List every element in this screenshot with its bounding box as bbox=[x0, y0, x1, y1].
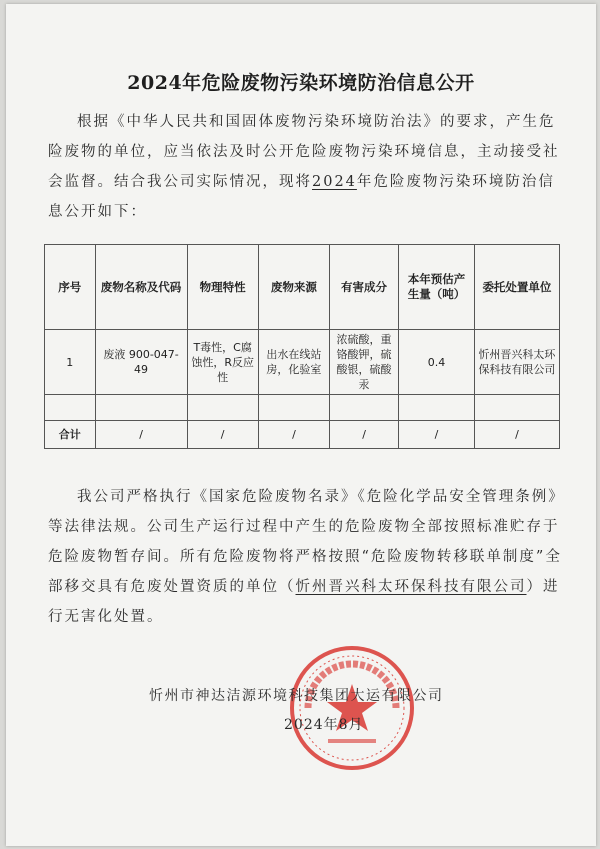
closing-paragraph bbox=[48, 482, 563, 632]
intro-end: 年危险废物污染环境防治信息公开如下： bbox=[48, 174, 555, 220]
table-cell: 0.4 bbox=[399, 330, 475, 395]
intro-text: 根据《中华人民共和国固体废物污染环境防治法》的要求，产生危险废物的单位，应当依法及时公开危险废物污染环境信息，主动接受社会监督。结合我公司实际情况，现将 bbox=[48, 114, 560, 190]
header-cell: 废物名称及代码 bbox=[95, 245, 187, 330]
table-row bbox=[45, 330, 560, 395]
closing-tail: ）进行无害化处置。 bbox=[48, 579, 560, 625]
table-cell: 废液 900-047-49 bbox=[95, 330, 187, 395]
table-cell: 出水在线站房，化验室 bbox=[258, 330, 329, 395]
total-label: 合计 bbox=[45, 421, 96, 449]
table-cell bbox=[45, 395, 96, 421]
total-cell: / bbox=[95, 421, 187, 449]
total-cell: / bbox=[187, 421, 258, 449]
company-seal-stamp bbox=[288, 644, 416, 772]
table-cell: 1 bbox=[45, 330, 96, 395]
table-cell bbox=[399, 395, 475, 421]
table-cell: 浓硫酸，重铬酸钾，硫酸银，硫酸汞 bbox=[330, 330, 399, 395]
document-title: 2024年危险废物污染环境防治信息公开 bbox=[127, 72, 475, 94]
intro-year: 2024 bbox=[312, 174, 357, 190]
table-cell: 忻州晋兴科太环保科技有限公司 bbox=[474, 330, 559, 395]
document-date: 2024年8月 bbox=[284, 717, 364, 733]
total-cell: / bbox=[258, 421, 329, 449]
table-cell bbox=[474, 395, 559, 421]
table-cell bbox=[258, 395, 329, 421]
header-cell: 有害成分 bbox=[330, 245, 399, 330]
table-cell: T毒性，C腐蚀性，R反应性 bbox=[187, 330, 258, 395]
table-cell bbox=[95, 395, 187, 421]
company-signature: 忻州市神达洁源环境科技集团大运有限公司 bbox=[149, 688, 444, 704]
hazardous-waste-table bbox=[44, 244, 560, 449]
closing-company: 忻州晋兴科太环保科技有限公司 bbox=[295, 579, 527, 595]
total-cell: / bbox=[399, 421, 475, 449]
table-header-row bbox=[45, 245, 560, 330]
intro-paragraph bbox=[48, 107, 563, 227]
header-cell: 委托处置单位 bbox=[474, 245, 559, 330]
closing-text: 我公司严格执行《国家危险废物名录》《危险化学品安全管理条例》等法律法规。公司生产运行过程中产生的危险废物全部按照标准贮存于危险废物暂存间。所有危险废物将严格按照“危险废物转移联单制度”全部移交具有危废处置资质的单位（ bbox=[48, 489, 562, 595]
header-cell: 废物来源 bbox=[258, 245, 329, 330]
table-total-row bbox=[45, 421, 560, 449]
table-cell bbox=[187, 395, 258, 421]
total-cell: / bbox=[330, 421, 399, 449]
table-cell bbox=[330, 395, 399, 421]
header-cell: 序号 bbox=[45, 245, 96, 330]
table-row-empty bbox=[45, 395, 560, 421]
total-cell: / bbox=[474, 421, 559, 449]
document-page bbox=[6, 4, 596, 846]
header-cell: 物理特性 bbox=[187, 245, 258, 330]
header-cell: 本年预估产生量（吨） bbox=[399, 245, 475, 330]
